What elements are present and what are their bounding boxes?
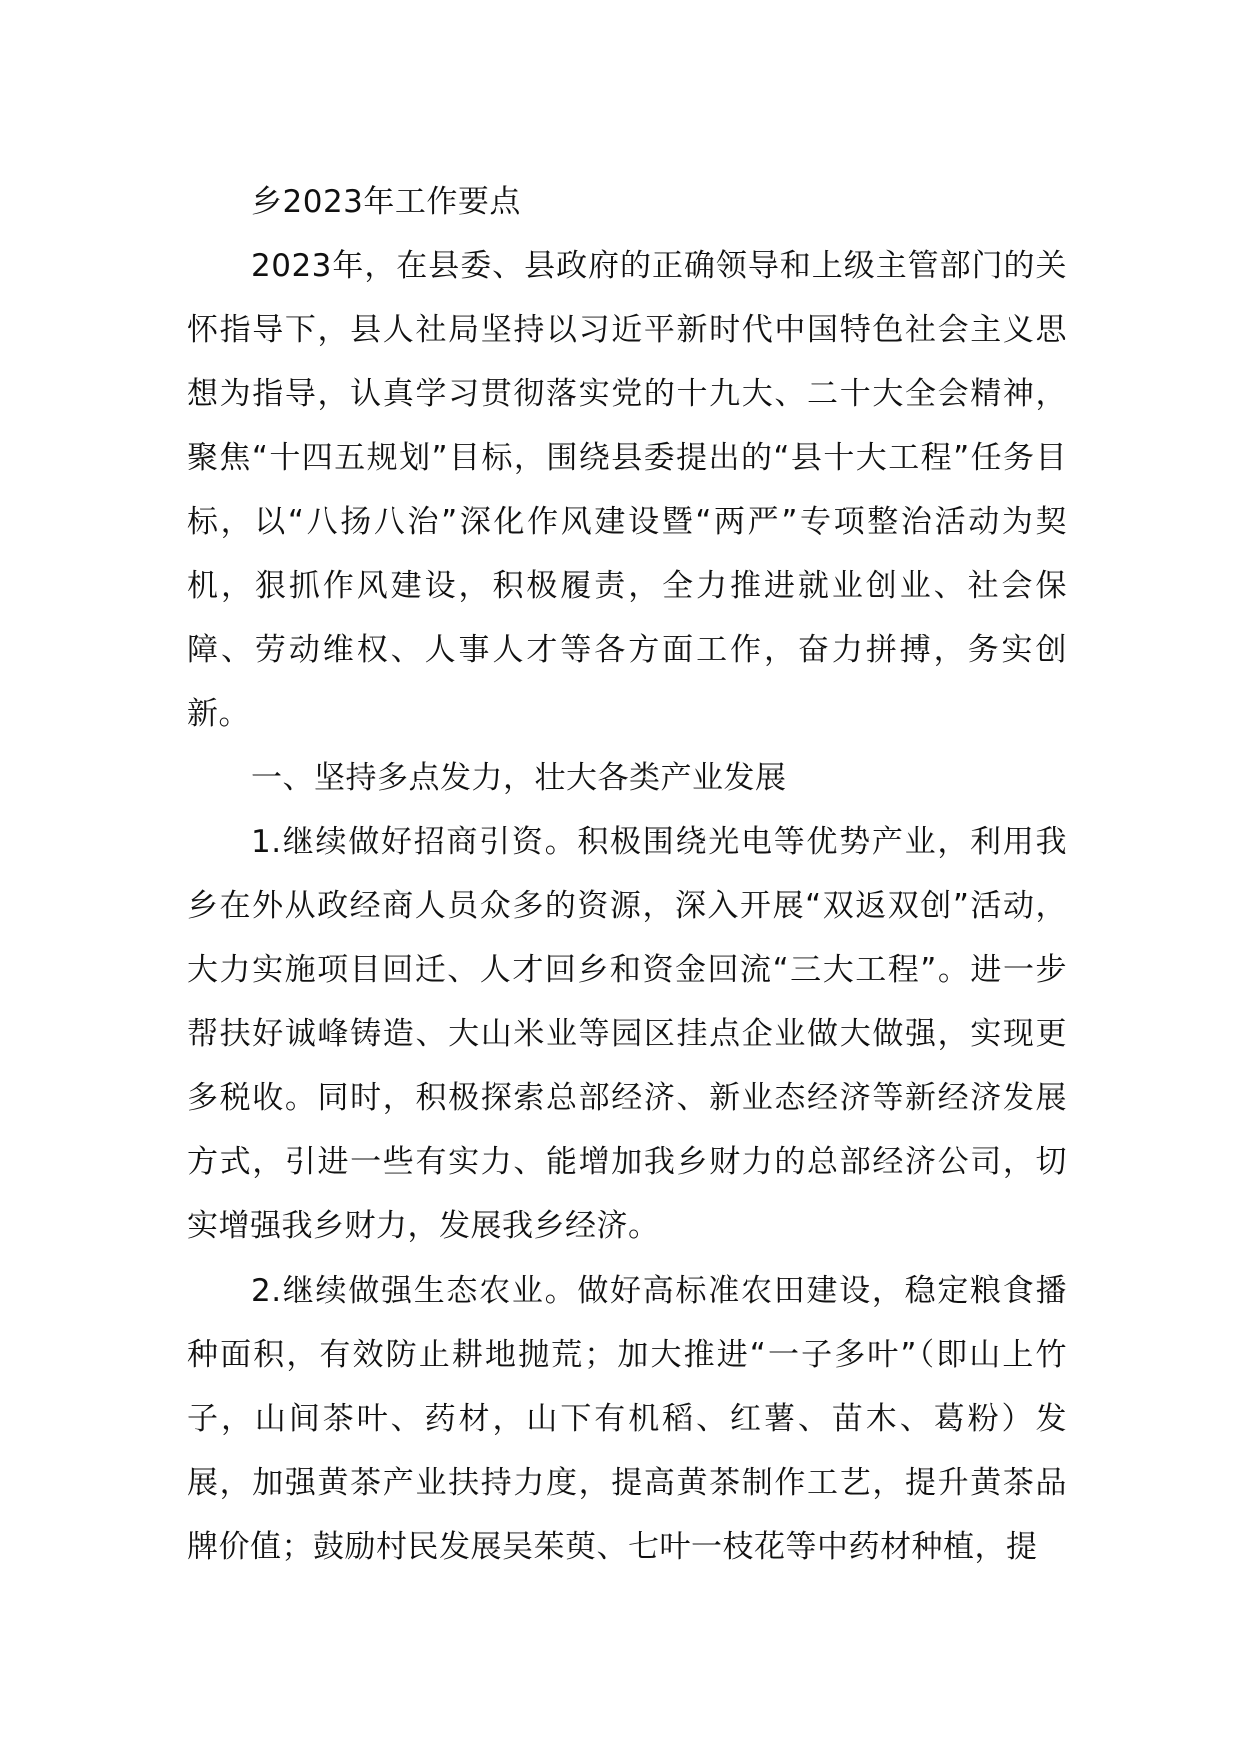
paragraph-intro: 2023年，在县委、县政府的正确领导和上级主管部门的关怀指导下，县人社局坚持以习近平新时代中国特色社会主义思想为指导，认真学习贯彻落实党的十九大、二十大全会精神，聚焦“十四五规划”目标，围绕县委提出的“县十大工程”任务目标，以“八扬八治”深化作风建设暨“两严”专项整治活动为契机，狠抓作风建设，积极履责，全力推进就业创业、社会保障、劳动维权、人事人才等各方面工作，奋力拼搏，务实创新。 (187, 248, 1067, 732)
paragraph-item-2: 2.继续做强生态农业。做好高标准农田建设，稳定粮食播种面积，有效防止耕地抛荒；加大推进“一子多叶”（即山上竹子，山间茶叶、药材，山下有机稻、红薯、苗木、葛粉）发展，加强黄茶产业扶持力度，提高黄茶制作工艺，提升黄茶品牌价值；鼓励村民发展吴茱萸、七叶一枝花等中药材种植，提 (187, 1273, 1067, 1565)
document-body (187, 170, 1067, 1579)
section-heading-1: 一、坚持多点发力，壮大各类产业发展 (251, 760, 787, 796)
document-title: 乡2023年工作要点 (251, 184, 521, 220)
paragraph-item-1: 1.继续做好招商引资。积极围绕光电等优势产业，利用我乡在外从政经商人员众多的资源，深入开展“双返双创”活动，大力实施项目回迁、人才回乡和资金回流“三大工程”。进一步帮扶好诚峰铸造、大山米业等园区挂点企业做大做强，实现更多税收。同时，积极探索总部经济、新业态经济等新经济发展方式，引进一些有实力、能增加我乡财力的总部经济公司，切实增强我乡财力，发展我乡经济。 (187, 824, 1067, 1244)
